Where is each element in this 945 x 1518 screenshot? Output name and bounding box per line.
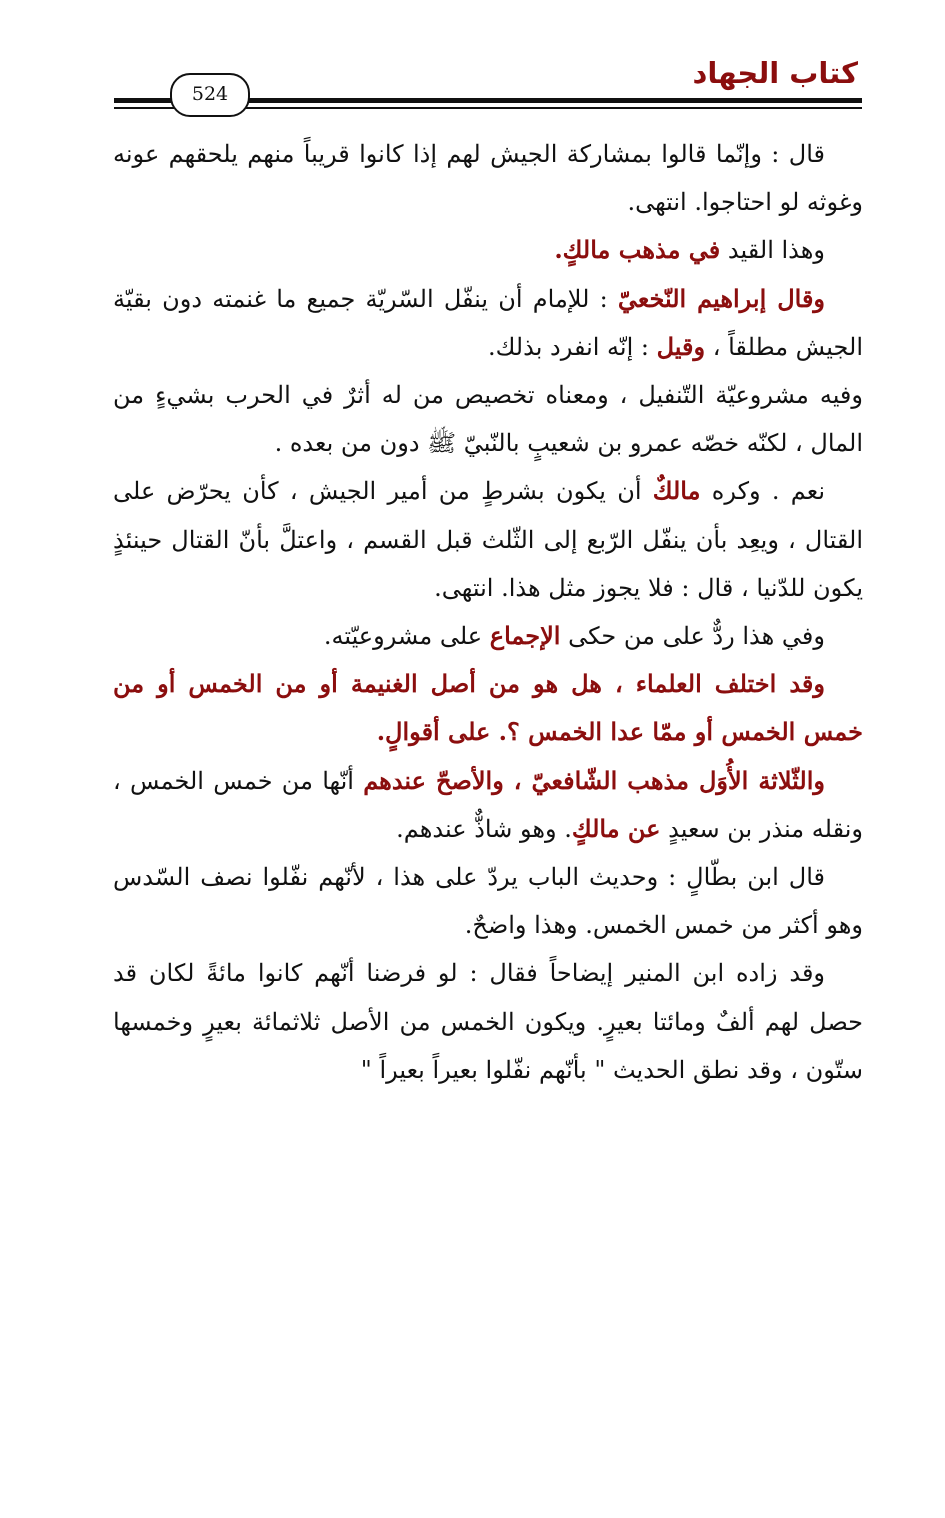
body-text-segment: أن يكون بشرطٍ من أمير الجيش ، كأن يحرّض على القتال ، ويعِد بأن ينفّل الرّبع إلى الثّلث قبل القسم ، واعتلَّ بأنّ القتال حينئذٍ يكون للدّنيا ، قال : فلا يجوز مثل هذا. انتهى. [113,477,863,602]
paragraph [113,660,863,756]
paragraph [113,371,863,467]
body-text-segment: قال ابن بطّالٍ : وحديث الباب يردّ على هذا ، لأنّهم نفّلوا نصف السّدس وهو أكثر من خمس الخمس. وهذا واضحٌ. [113,863,863,940]
page-header [114,52,862,112]
body-text-segment: وهذا القيد [720,236,825,265]
highlighted-text: والثّلاثة الأُوَل مذهب الشّافعيّ ، والأصحّ عندهم [363,765,825,795]
highlighted-text: الإجماع [489,621,561,651]
body-text-segment: وفيه مشروعيّة التّنفيل ، ومعناه تخصيص من له أثرٌ في الحرب بشيءٍ من المال ، لكنّه خصّه عمرو بن شعيبٍ بالنّبيّ ﷺ دون من بعده . [113,381,863,458]
paragraph [113,467,863,612]
page-body [113,130,863,1094]
paragraph [113,757,863,853]
body-text-segment: : للإمام أن ينفّل السّريّة جميع ما غنمته دون بقيّة الجيش مطلقاً ، [113,284,863,361]
paragraph [113,275,863,371]
paragraph [113,949,863,1094]
paragraph [113,130,863,226]
highlighted-text: عن مالكٍ [571,813,661,843]
highlighted-text: وقيل [656,331,706,361]
highlighted-text: وقد اختلف العلماء ، هل هو من أصل الغنيمة أو من الخمس أو من خمس الخمس أو ممّا عدا الخمس ؟. على أقوالٍ. [113,669,863,747]
body-text-segment: على مشروعيّته. [323,622,490,651]
highlighted-text: وقال إبراهيم النّخعيّ [617,283,826,313]
paragraph [113,853,863,949]
highlighted-text: في مذهب مالكٍ. [554,235,721,265]
paragraph [113,226,863,274]
body-text-segment: قال : وإنّما قالوا بمشاركة الجيش لهم إذا كانوا قريباً منهم يلحقهم عونه وغوثه لو احتاجوا. انتهى. [113,140,863,217]
page-number: 524 [170,73,250,117]
body-text-segment: . وهو شاذٌّ عندهم. [396,814,572,843]
body-text-segment: وفي هذا ردٌّ على من حكى [560,622,825,651]
body-text-segment: وقد زاده ابن المنير إيضاحاً فقال : لو فرضنا أنّهم كانوا مائةً لكان قد حصل لهم ألفٌ ومائتا بعيرٍ. ويكون الخمس من الأصل ثلاثمائة بعيرٍ وخمسها ستّون ، وقد نطق الحديث " بأنّهم نفّلوا بعيراً بعيراً " [113,959,863,1084]
body-text-segment: نعم . وكره [700,477,825,506]
highlighted-text: مالكٌ [652,476,701,506]
paragraph [113,612,863,660]
book-title: كتاب الجهاد [692,56,858,90]
body-text-segment: : إنّه انفرد بذلك. [487,332,657,361]
body-text-segment: أنّها من خمس الخمس ، ونقله منذر بن سعيدٍ [113,766,863,843]
